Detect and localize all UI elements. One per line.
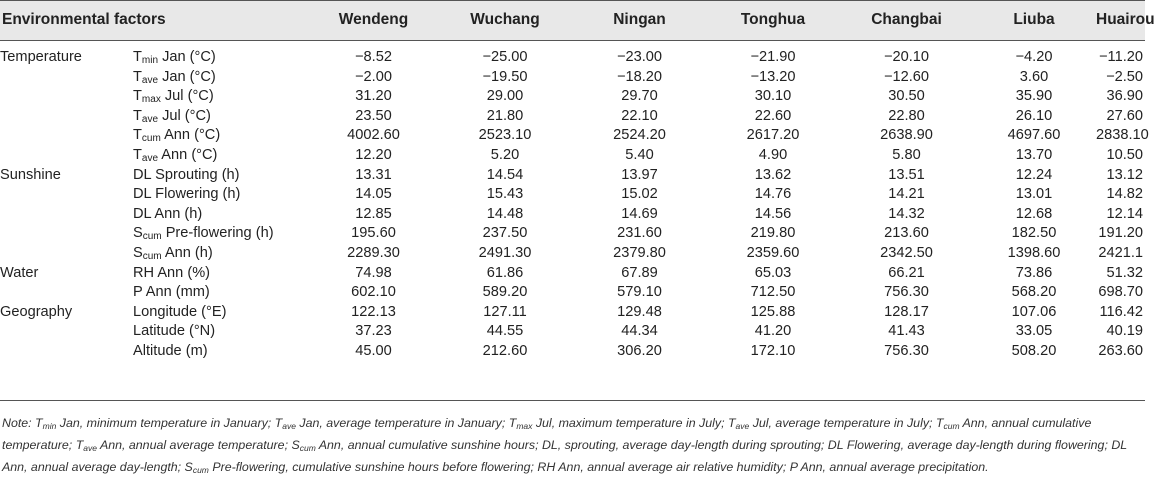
value-cell: 14.82 <box>1106 186 1143 203</box>
value-cell: 129.48 <box>617 303 662 320</box>
factor-base: S <box>133 225 143 242</box>
value-cell: 212.60 <box>482 342 528 359</box>
value-cell: 37.23 <box>355 323 392 340</box>
table-note <box>2 412 1142 478</box>
note-subscript: ave <box>83 443 97 453</box>
value-cell: 36.90 <box>1106 88 1143 105</box>
group-label <box>0 244 133 264</box>
header-cell: Wendeng <box>338 11 409 28</box>
value-cell: 15.02 <box>621 186 658 203</box>
factor-base: T <box>133 68 142 85</box>
value-cell: 568.20 <box>1011 284 1057 301</box>
note-subscript: max <box>516 421 533 431</box>
value-cell: 29.00 <box>486 88 524 105</box>
value-cell: 2524.20 <box>613 127 666 144</box>
value-cell: 2617.20 <box>746 127 800 144</box>
value-cell: 2379.80 <box>613 244 666 261</box>
value-cell: 4697.60 <box>1007 127 1061 144</box>
factor-suffix: Ann (h) <box>161 244 213 261</box>
value-cell: 12.20 <box>355 146 392 163</box>
value-cell: 29.70 <box>621 88 658 105</box>
value-cell: 22.60 <box>754 107 792 124</box>
note-subscript: cum <box>299 443 316 453</box>
value-cell: 756.30 <box>884 342 929 359</box>
factor-label <box>133 68 311 88</box>
table-row <box>0 205 1145 225</box>
group-label <box>0 185 133 205</box>
value-cell: 41.43 <box>888 323 925 340</box>
value-cell: 12.24 <box>1015 166 1053 183</box>
value-cell: 67.89 <box>621 264 658 281</box>
value-cell: 107.06 <box>1011 303 1057 320</box>
factor-base: Altitude (m) <box>133 342 208 359</box>
value-cell: 31.20 <box>355 88 392 105</box>
group-label: Sunshine <box>0 166 61 183</box>
header-row <box>0 0 1145 40</box>
value-cell: 66.21 <box>888 264 925 281</box>
note-text: Jan, average temperature in January; T <box>295 416 517 430</box>
value-cell: 13.01 <box>1015 186 1053 203</box>
value-cell: 2638.90 <box>880 127 933 144</box>
value-cell: 10.50 <box>1106 146 1143 163</box>
table-row <box>0 126 1145 146</box>
value-cell: 231.60 <box>617 225 662 242</box>
value-cell: 13.31 <box>355 166 392 183</box>
value-cell: 23.50 <box>355 107 392 124</box>
value-cell: 127.11 <box>483 303 527 320</box>
factor-suffix: Ann (°C) <box>160 127 221 144</box>
factor-base: Latitude (°N) <box>133 323 216 340</box>
value-cell: 14.32 <box>888 205 925 222</box>
factor-label <box>133 126 311 146</box>
factor-suffix: Jan (°C) <box>158 49 216 65</box>
table-row <box>0 166 1145 186</box>
factor-label <box>133 205 311 225</box>
note-text: Ann, annual cumulative temperature; T <box>2 416 1092 452</box>
factor-base: P Ann (mm) <box>133 284 210 301</box>
factor-label <box>133 322 311 342</box>
value-cell: −12.60 <box>883 68 930 85</box>
value-cell: −2.00 <box>355 68 392 85</box>
group-label <box>0 146 133 166</box>
factor-label <box>133 185 311 205</box>
note-text: Ann, annual average temperature; S <box>96 438 300 452</box>
note-text: Note: T <box>2 416 43 430</box>
value-cell: −18.20 <box>616 68 663 85</box>
value-cell: 26.10 <box>1015 107 1053 124</box>
value-cell: 2491.30 <box>478 244 532 261</box>
table-row <box>0 107 1145 127</box>
group-label: Geography <box>0 303 73 320</box>
value-cell: 61.86 <box>486 264 524 281</box>
header-cell: Liuba <box>1013 11 1055 28</box>
value-cell: 5.40 <box>625 146 654 163</box>
value-cell: 44.55 <box>486 323 524 340</box>
value-cell: 602.10 <box>351 284 396 301</box>
table-row <box>0 146 1145 166</box>
header-cell: Environmental factors <box>2 11 166 28</box>
factor-suffix: Pre-flowering (h) <box>161 225 274 242</box>
value-cell: 2289.30 <box>347 244 400 261</box>
header-cell: Huairou <box>1096 11 1155 28</box>
value-cell: 2359.60 <box>746 244 800 261</box>
group-label <box>0 126 133 146</box>
value-cell: −25.00 <box>482 49 528 65</box>
factor-subscript: cum <box>142 231 162 243</box>
value-cell: 4002.60 <box>347 127 400 144</box>
value-cell: 2523.10 <box>478 127 532 144</box>
factor-label <box>133 303 311 323</box>
factor-label <box>133 283 311 303</box>
value-cell: 74.98 <box>355 264 392 281</box>
value-cell: 3.60 <box>1019 68 1049 85</box>
value-cell: 51.32 <box>1106 264 1143 281</box>
factor-label <box>133 264 311 284</box>
group-label <box>0 224 133 244</box>
table-row <box>0 68 1145 88</box>
factor-base: DL Ann (h) <box>133 205 203 222</box>
value-cell: 125.88 <box>750 303 796 320</box>
group-label <box>0 322 133 342</box>
value-cell: −4.20 <box>1015 49 1053 65</box>
value-cell: 13.97 <box>621 166 658 183</box>
value-cell: 698.70 <box>1098 284 1143 301</box>
note-subscript: ave <box>282 421 296 431</box>
factor-base: S <box>133 244 143 261</box>
value-cell: 219.80 <box>750 225 796 242</box>
factor-label <box>133 87 311 107</box>
value-cell: 4.90 <box>758 146 788 163</box>
note-text: Jul, average temperature in July; T <box>749 416 944 430</box>
value-cell: 1398.60 <box>1007 244 1061 261</box>
factor-label <box>133 342 311 362</box>
value-cell: 756.30 <box>884 284 929 301</box>
group-label <box>0 205 133 225</box>
value-cell: 14.69 <box>621 205 658 222</box>
value-cell: 128.17 <box>884 303 929 320</box>
value-cell: 12.68 <box>1015 205 1053 222</box>
value-cell: −19.50 <box>482 68 528 85</box>
value-cell: 35.90 <box>1015 88 1053 105</box>
factor-subscript: min <box>141 55 159 66</box>
factor-base: T <box>133 127 142 144</box>
factor-base: DL Sprouting (h) <box>133 166 240 183</box>
value-cell: 14.76 <box>754 186 792 203</box>
factor-subscript: max <box>141 94 161 106</box>
note-text: Jul, maximum temperature in July; T <box>532 416 736 430</box>
note-subscript: ave <box>735 421 750 431</box>
value-cell: 22.80 <box>888 107 925 124</box>
value-cell: 12.14 <box>1106 205 1143 222</box>
value-cell: 195.60 <box>351 225 396 242</box>
value-cell: −2.50 <box>1106 68 1143 85</box>
value-cell: 172.10 <box>750 342 796 359</box>
value-cell: 237.50 <box>482 225 528 242</box>
value-cell: 13.51 <box>888 166 925 183</box>
note-text: Ann, annual cumulative sunshine hours; DL, sprouting, average day-length during sprouting; DL Flowering, average day-length during flowering; DL Ann, annual average day-length; S <box>2 438 1127 474</box>
value-cell: −13.20 <box>750 68 796 85</box>
value-cell: 41.20 <box>754 323 792 340</box>
factor-suffix: Jan (°C) <box>158 68 216 85</box>
header-cell: Wuchang <box>470 11 540 28</box>
value-cell: 589.20 <box>482 284 528 301</box>
value-cell: 116.42 <box>1099 303 1143 320</box>
table-row <box>0 224 1145 244</box>
group-label <box>0 87 133 107</box>
value-cell: 45.00 <box>355 342 392 359</box>
value-cell: 14.54 <box>486 166 524 183</box>
value-cell: −8.52 <box>355 49 392 65</box>
value-cell: 5.80 <box>892 146 921 163</box>
note-subscript: cum <box>192 465 209 475</box>
value-cell: 508.20 <box>1011 342 1057 359</box>
value-cell: 14.05 <box>355 186 392 203</box>
value-cell: 213.60 <box>884 225 929 242</box>
value-cell: 65.03 <box>754 264 792 281</box>
factor-subscript: cum <box>142 250 162 262</box>
value-cell: 44.34 <box>621 323 658 340</box>
note-text: Jan, minimum temperature in January; T <box>56 416 283 430</box>
factor-label <box>133 40 311 68</box>
table-row <box>0 185 1145 205</box>
factor-suffix: Ann (°C) <box>158 146 218 163</box>
note-text: Pre-flowering, cumulative sunshine hours before flowering; RH Ann, annual average air relative humidity; P Ann, annual average precipitation. <box>208 460 989 474</box>
factor-label <box>133 166 311 186</box>
header-cell: Ningan <box>613 11 666 28</box>
bottom-rule <box>0 400 1145 401</box>
table-row <box>0 322 1145 342</box>
factor-label <box>133 107 311 127</box>
factor-label <box>133 244 311 264</box>
value-cell: 306.20 <box>617 342 662 359</box>
factor-suffix: Jul (°C) <box>160 88 214 105</box>
table-row <box>0 40 1145 68</box>
value-cell: 191.20 <box>1098 225 1143 242</box>
table-row <box>0 87 1145 107</box>
factor-subscript: ave <box>141 74 159 86</box>
factor-subscript: ave <box>141 152 159 164</box>
value-cell: 579.10 <box>617 284 662 301</box>
value-cell: 30.10 <box>754 88 792 105</box>
value-cell: 21.80 <box>486 107 524 124</box>
value-cell: 40.19 <box>1106 323 1143 340</box>
factor-base: T <box>133 88 142 105</box>
header-cell: Changbai <box>871 11 942 28</box>
value-cell: 2838.10 <box>1096 127 1149 144</box>
factor-label <box>133 224 311 244</box>
value-cell: 13.62 <box>754 166 792 183</box>
value-cell: 27.60 <box>1106 107 1143 124</box>
note-subscript: min <box>42 421 57 431</box>
group-label <box>0 107 133 127</box>
note-subscript: cum <box>943 421 960 431</box>
value-cell: 13.12 <box>1106 166 1143 183</box>
value-cell: −20.10 <box>883 49 930 65</box>
factor-subscript: ave <box>141 113 159 125</box>
table-row <box>0 244 1145 264</box>
group-label <box>0 68 133 88</box>
factor-base: RH Ann (%) <box>133 264 211 281</box>
factor-base: T <box>133 146 142 163</box>
factor-subscript: cum <box>141 133 161 145</box>
value-cell: 14.48 <box>486 205 524 222</box>
factor-base: Longitude (°E) <box>133 303 227 320</box>
group-label <box>0 283 133 303</box>
factor-suffix: Jul (°C) <box>158 107 211 124</box>
table-body <box>0 40 1149 362</box>
value-cell: −11.20 <box>1099 49 1143 65</box>
factor-label <box>133 146 311 166</box>
factor-base: T <box>133 49 142 65</box>
table-row <box>0 283 1145 303</box>
value-cell: 2342.50 <box>880 244 933 261</box>
value-cell: 30.50 <box>888 88 925 105</box>
value-cell: 13.70 <box>1015 146 1053 163</box>
value-cell: −21.90 <box>750 49 796 65</box>
value-cell: 5.20 <box>490 146 520 163</box>
value-cell: 14.21 <box>888 186 925 203</box>
header-cell: Tonghua <box>740 11 806 28</box>
value-cell: 33.05 <box>1015 323 1053 340</box>
table-row <box>0 342 1145 362</box>
factor-base: DL Flowering (h) <box>133 186 241 203</box>
value-cell: 15.43 <box>486 186 524 203</box>
value-cell: 122.13 <box>351 303 396 320</box>
value-cell: 712.50 <box>750 284 796 301</box>
value-cell: 2421.1 <box>1098 244 1143 261</box>
value-cell: 182.50 <box>1011 225 1057 242</box>
group-label <box>0 342 133 362</box>
table-row <box>0 264 1145 284</box>
value-cell: 12.85 <box>355 205 392 222</box>
value-cell: 263.60 <box>1098 342 1143 359</box>
table-row <box>0 303 1145 323</box>
value-cell: −23.00 <box>616 49 663 65</box>
group-label: Water <box>0 264 39 281</box>
value-cell: 73.86 <box>1015 264 1053 281</box>
value-cell: 14.56 <box>754 205 792 222</box>
factor-base: T <box>133 107 142 124</box>
group-label: Temperature <box>0 49 82 65</box>
value-cell: 22.10 <box>621 107 658 124</box>
